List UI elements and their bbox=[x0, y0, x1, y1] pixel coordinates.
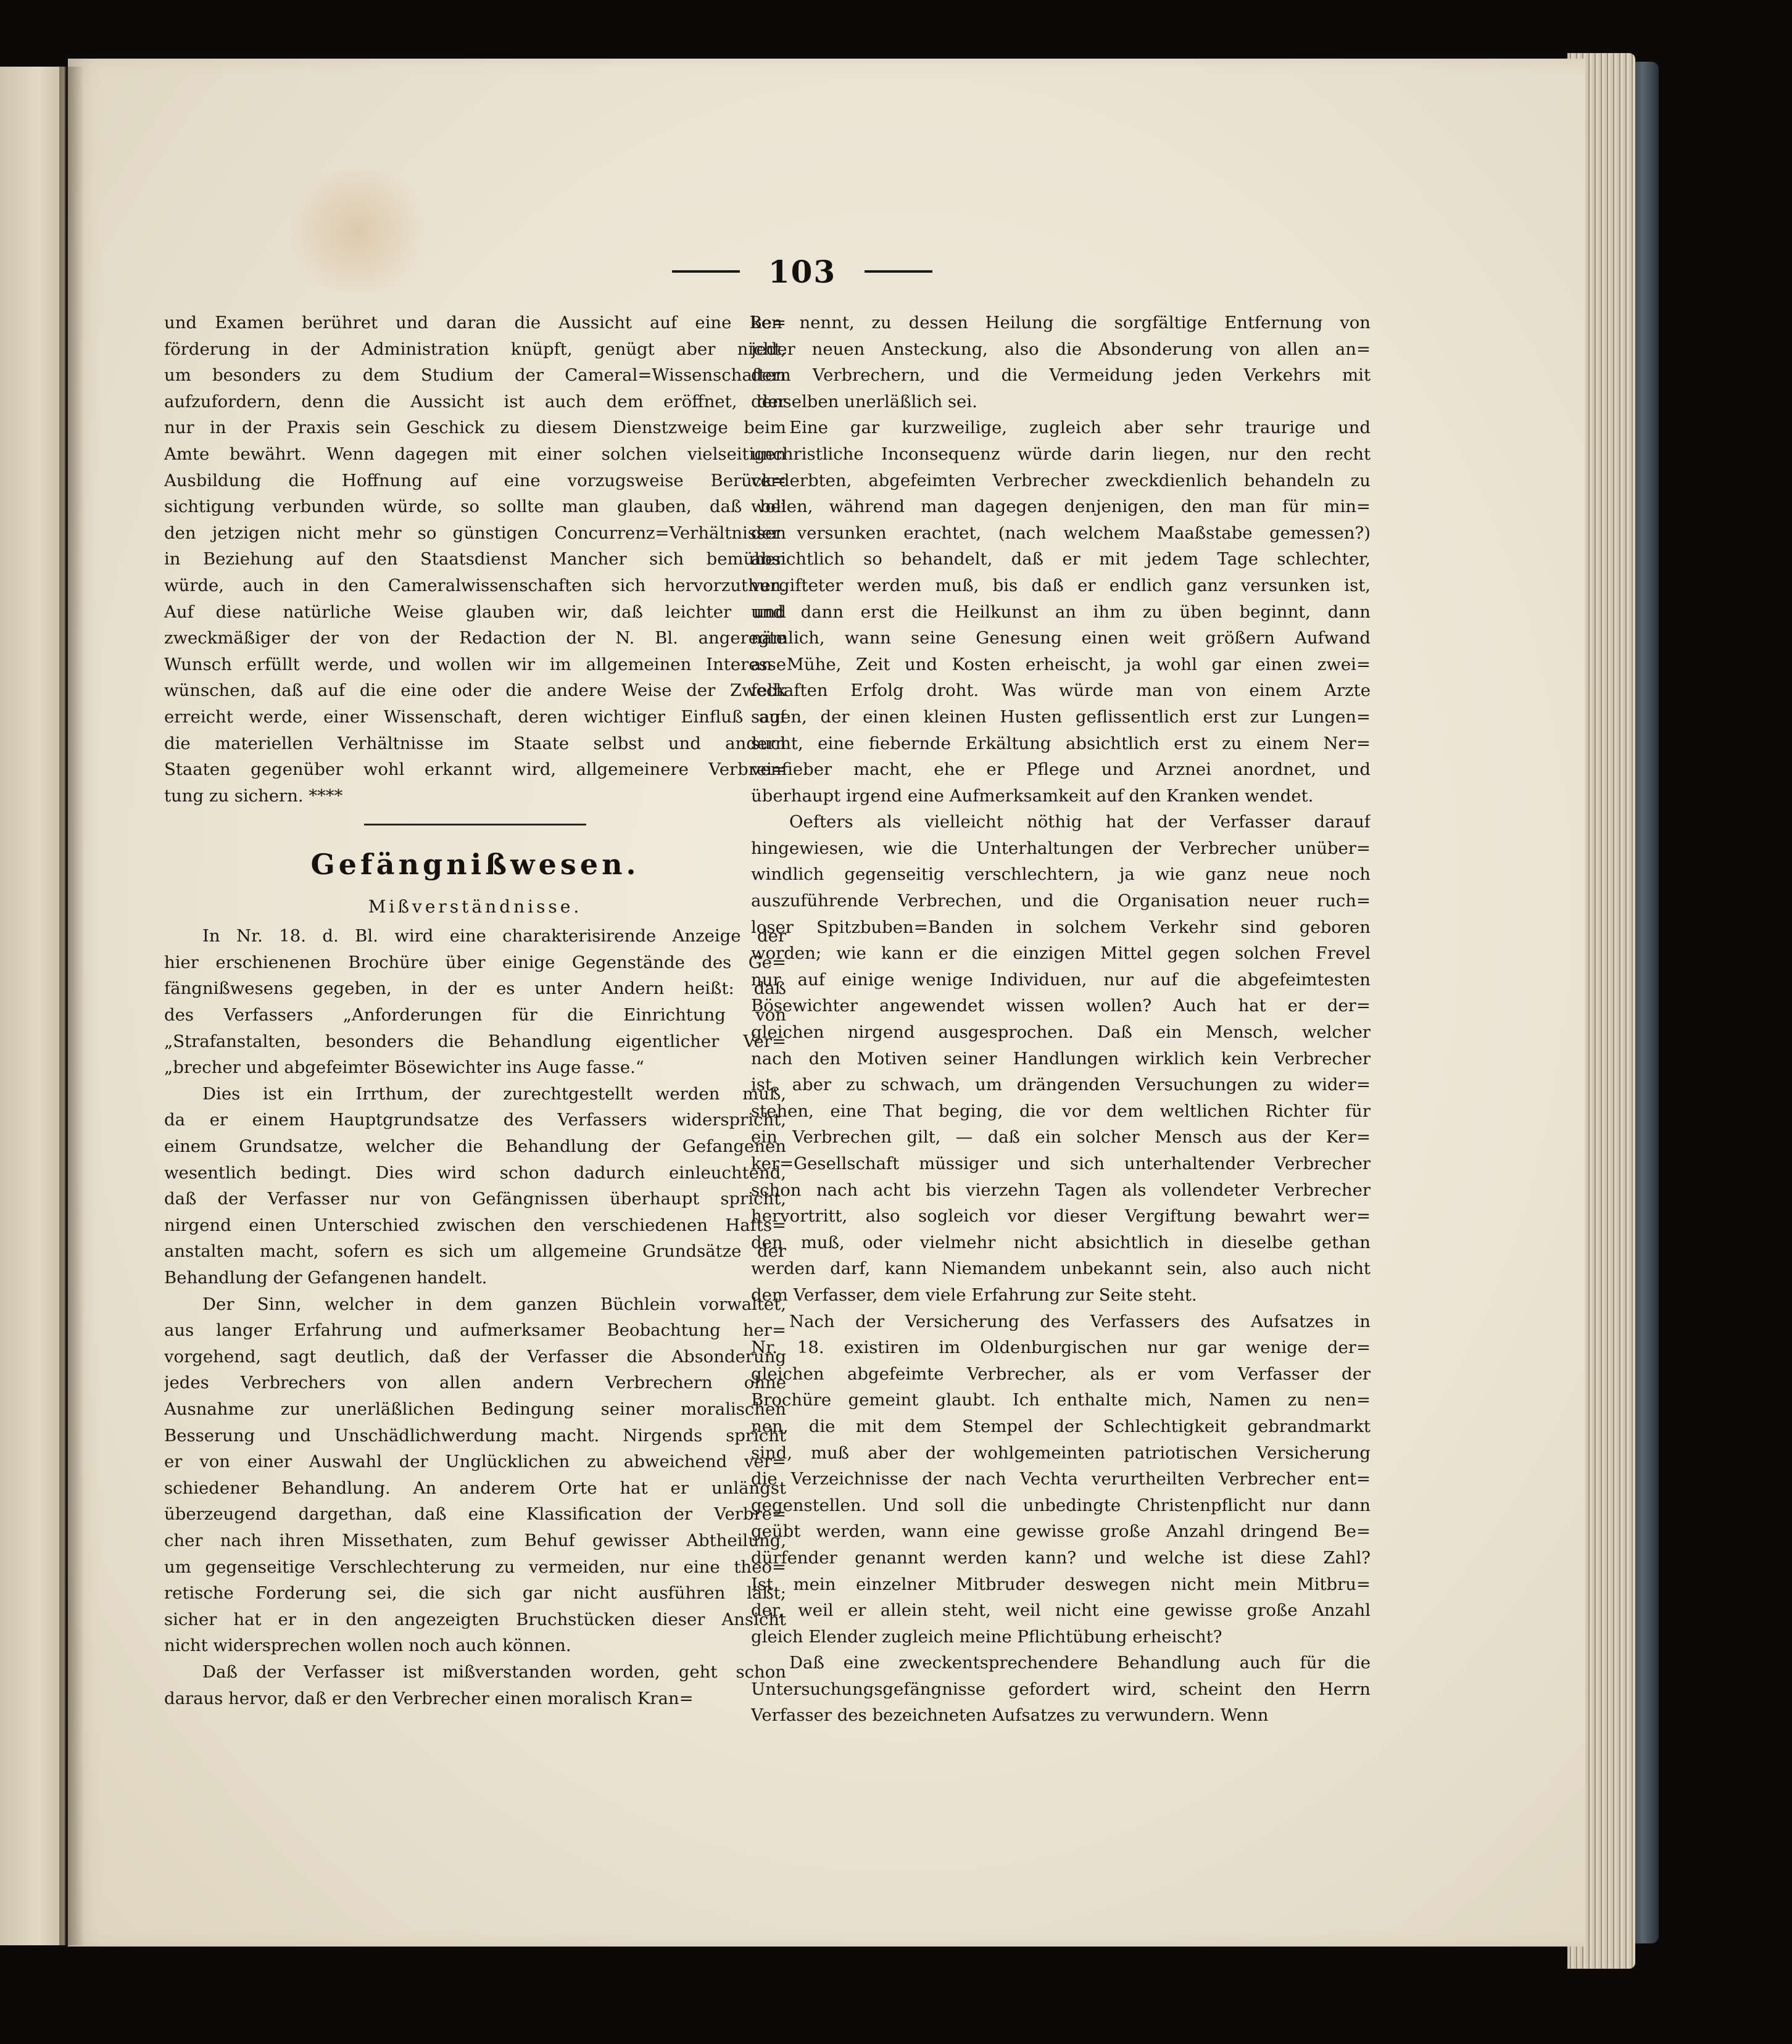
text-line: des Verfassers „Anforderungen für die Einrichtung von bbox=[164, 1005, 786, 1025]
text-line: sicher hat er in den angezeigten Bruchstücken dieser Ansicht bbox=[164, 1609, 786, 1629]
text-line: venfieber macht, ehe er Pflege und Arznei anordnet, und bbox=[751, 759, 1371, 780]
header-rule-right bbox=[865, 270, 932, 273]
text-line: cher nach ihren Missethaten, zum Behuf gewisser Abtheilung, bbox=[164, 1530, 786, 1550]
text-line: gleichen abgefeimte Verbrecher, als er vom Verfasser der bbox=[751, 1363, 1371, 1384]
text-line: Untersuchungsgefängnisse gefordert wird, scheint den Herrn bbox=[751, 1679, 1371, 1699]
text-line: jedes Verbrechers von allen andern Verbrechern ohne bbox=[164, 1373, 786, 1393]
text-line: nirgend einen Unterschied zwischen den verschiedenen Hafts= bbox=[164, 1215, 786, 1235]
text-line: loser Spitzbuben=Banden in solchem Verkehr sind geboren bbox=[751, 917, 1371, 937]
text-line: sichtigung verbunden würde, so sollte man glauben, daß bei bbox=[164, 497, 786, 517]
text-line: auszuführende Verbrechen, und die Organisation neuer ruch= bbox=[751, 891, 1371, 911]
paper-stain bbox=[278, 170, 438, 293]
text-line: Nach der Versicherung des Verfassers des Aufsatzes in bbox=[789, 1311, 1371, 1331]
text-line: Amte bewährt. Wenn dagegen mit einer solchen vielseitigen bbox=[164, 444, 786, 464]
text-line: die materiellen Verhältnisse im Staate selbst und andern bbox=[164, 733, 786, 753]
text-line: schon nach acht bis vierzehn Tagen als vollendeter Verbrecher bbox=[751, 1180, 1371, 1200]
text-line: gleich Elender zugleich meine Pflichtübung erheischt? bbox=[751, 1626, 1222, 1647]
text-line: überzeugend dargethan, daß eine Klassification der Verbre= bbox=[164, 1504, 786, 1525]
text-line: werden darf, kann Niemandem unbekannt sein, also auch nicht bbox=[751, 1259, 1371, 1279]
spine-shadow bbox=[59, 67, 84, 1945]
section-heading: Gefängnißwesen. bbox=[310, 848, 640, 882]
text-line: aufzufordern, denn die Aussicht ist auch dem eröffnet, der bbox=[164, 391, 786, 412]
text-line: Daß der Verfasser ist mißverstanden worden, geht schon bbox=[202, 1661, 786, 1682]
text-line: ker=Gesellschaft müssiger und sich unterhaltender Verbrecher bbox=[751, 1154, 1371, 1173]
page-number: 103 bbox=[768, 253, 837, 290]
text-line: den jetzigen nicht mehr so günstigen Concurrenz=Verhältnissen bbox=[164, 523, 786, 543]
text-line: Verfasser des bezeichneten Aufsatzes zu verwundern. Wenn bbox=[751, 1705, 1269, 1726]
header-rule-left bbox=[672, 270, 740, 273]
text-line: worden; wie kann er die einzigen Mittel gegen solchen Frevel bbox=[751, 943, 1371, 964]
text-line: dern Verbrechern, und die Vermeidung jeden Verkehrs mit bbox=[751, 365, 1371, 386]
text-line: Bösewichter angewendet wissen wollen? Auch hat er der= bbox=[751, 996, 1371, 1016]
text-line: „Strafanstalten, besonders die Behandlung eigentlicher Ver= bbox=[164, 1031, 786, 1051]
text-line: vorgehend, sagt deutlich, daß der Verfasser die Absonderung bbox=[164, 1346, 786, 1367]
text-line: überhaupt irgend eine Aufmerksamkeit auf den Kranken wendet. bbox=[751, 785, 1314, 806]
text-line: wesentlich bedingt. Dies wird schon dadurch einleuchtend, bbox=[164, 1162, 786, 1183]
text-line: hier erschienenen Brochüre über einige Gegenstände des Ge= bbox=[164, 952, 786, 972]
text-line: stehen, eine That beging, die vor dem weltlichen Richter für bbox=[751, 1101, 1371, 1121]
text-line: sind, muß aber der wohlgemeinten patriotischen Versicherung bbox=[751, 1442, 1371, 1463]
article-body-continued bbox=[751, 310, 1371, 1729]
text-line: aus langer Erfahrung und aufmerksamer Beobachtung her= bbox=[164, 1320, 786, 1341]
text-line: Dies ist ein Irrthum, der zurechtgestellt werden muß, bbox=[202, 1083, 786, 1104]
text-line: dem Verfasser, dem viele Erfahrung zur Seite steht. bbox=[751, 1285, 1197, 1305]
text-line: und Examen berühret und daran die Aussicht auf eine Be= bbox=[164, 313, 786, 333]
text-line: anstalten macht, sofern es sich um allgemeine Grundsätze der bbox=[164, 1241, 786, 1262]
text-line: daß der Verfasser nur von Gefängnissen überhaupt spricht, bbox=[164, 1189, 786, 1209]
text-line: hervortritt, also sogleich vor dieser Vergiftung bewahrt wer= bbox=[751, 1206, 1371, 1227]
text-line: der, weil er allein steht, weil nicht eine gewisse große Anzahl bbox=[751, 1600, 1371, 1621]
text-line: nen, die mit dem Stempel der Schlechtigkeit gebrandmarkt bbox=[751, 1416, 1371, 1436]
text-line: die Verzeichnisse der nach Vechta verurtheilten Verbrecher ent= bbox=[751, 1469, 1371, 1489]
text-line: jeder neuen Ansteckung, also die Absonderung von allen an= bbox=[751, 339, 1371, 359]
text-line: den muß, oder vielmehr nicht absichtlich in dieselbe gethan bbox=[751, 1232, 1371, 1252]
continued-article bbox=[164, 310, 786, 809]
text-line: ist, aber zu schwach, um drängenden Versuchungen zu wider= bbox=[751, 1075, 1371, 1095]
text-line: sucht, eine fiebernde Erkältung absichtlich erst zu einem Ner= bbox=[751, 733, 1371, 753]
text-line: förderung in der Administration knüpft, genügt aber nicht, bbox=[164, 339, 786, 359]
text-line: nicht widersprechen wollen noch auch können. bbox=[164, 1636, 571, 1656]
text-line: gleichen nirgend ausgesprochen. Daß ein Mensch, welcher bbox=[751, 1022, 1371, 1043]
text-line: denselben unerläßlich sei. bbox=[751, 391, 977, 412]
text-line: tung zu sichern. **** bbox=[164, 785, 343, 806]
text-line: er von einer Auswahl der Unglücklichen zu abweichend ver= bbox=[164, 1452, 786, 1472]
text-line: erreicht werde, einer Wissenschaft, deren wichtiger Einfluß auf bbox=[164, 706, 786, 727]
text-line: gegenstellen. Und soll die unbedingte Christenpflicht nur dann bbox=[751, 1495, 1371, 1515]
right-column bbox=[751, 310, 1375, 1729]
text-line: um besonders zu dem Studium der Cameral=Wissenschaften bbox=[164, 365, 786, 386]
text-line: einem Grundsatze, welcher die Behandlung der Gefangenen bbox=[164, 1136, 786, 1157]
text-line: fängnißwesens gegeben, in der es unter Andern heißt: daß bbox=[164, 979, 786, 999]
text-line: und dann erst die Heilkunst an ihm zu üben beginnt, dann bbox=[751, 602, 1371, 622]
text-line: retische Forderung sei, die sich gar nicht ausführen läßt; bbox=[164, 1583, 786, 1603]
page-header bbox=[642, 247, 963, 296]
text-line: „brecher und abgefeimter Bösewichter ins Auge fasse.“ bbox=[164, 1057, 644, 1078]
section-rule bbox=[364, 824, 586, 825]
text-line: unchristliche Inconsequenz würde darin liegen, nur den recht bbox=[751, 444, 1371, 464]
text-line: nach den Motiven seiner Handlungen wirklich kein Verbrecher bbox=[751, 1048, 1371, 1069]
text-line: Ausbildung die Hoffnung auf eine vorzugsweise Berück= bbox=[164, 470, 786, 490]
text-line: zweckmäßiger der von der Redaction der N. Bl. angeregte bbox=[164, 628, 786, 648]
facing-page-edge bbox=[0, 67, 65, 1945]
article-title: Mißverständnisse. bbox=[368, 896, 583, 917]
text-line: Auf diese natürliche Weise glauben wir, daß leichter und bbox=[164, 602, 786, 622]
text-line: dürfender genannt werden kann? und welche ist diese Zahl? bbox=[751, 1547, 1371, 1568]
text-line: vergifteter werden muß, bis daß er endlich ganz versunken ist, bbox=[751, 575, 1371, 595]
text-line: in Beziehung auf den Staatsdienst Mancher sich bemühen bbox=[164, 549, 786, 569]
left-column bbox=[164, 310, 786, 1711]
text-line: felhaften Erfolg droht. Was würde man von einem Arzte bbox=[751, 681, 1371, 701]
text-line: Nr. 18. existiren im Oldenburgischen nur gar wenige der= bbox=[751, 1338, 1371, 1358]
text-line: Wunsch erfüllt werde, und wollen wir im allgemeinen Interesse bbox=[164, 654, 786, 674]
text-line: schiedener Behandlung. An anderem Orte hat er unlängst bbox=[164, 1478, 786, 1498]
text-line: nur auf einige wenige Individuen, nur auf die abgefeimtesten bbox=[751, 969, 1371, 990]
text-line: Daß eine zweckentsprechendere Behandlung auch für die bbox=[789, 1653, 1371, 1673]
text-line: nämlich, wann seine Genesung einen weit größern Aufwand bbox=[751, 628, 1371, 648]
text-line: ein Verbrechen gilt, — daß ein solcher Mensch aus der Ker= bbox=[751, 1127, 1371, 1148]
text-line: Behandlung der Gefangenen handelt. bbox=[164, 1268, 487, 1288]
text-line: an Mühe, Zeit und Kosten erheischt, ja wohl gar einen zwei= bbox=[751, 654, 1371, 674]
text-line: wünschen, daß auf die eine oder die andere Weise der Zweck bbox=[164, 681, 786, 701]
text-line: würde, auch in den Cameralwissenschaften sich hervorzuthun. bbox=[164, 575, 786, 595]
text-line: Staaten gegenüber wohl erkannt wird, allgemeinere Verbrei= bbox=[164, 759, 786, 780]
text-line: Eine gar kurzweilige, zugleich aber sehr traurige und bbox=[789, 418, 1371, 438]
text-line: um gegenseitige Verschlechterung zu vermeiden, nur eine theo= bbox=[164, 1557, 786, 1577]
text-line: hingewiesen, wie die Unterhaltungen der Verbrecher unüber= bbox=[751, 838, 1371, 858]
article-body bbox=[164, 923, 786, 1711]
text-line: geübt werden, wann eine gewisse große Anzahl dringend Be= bbox=[751, 1521, 1371, 1542]
text-line: sagen, der einen kleinen Husten geflissentlich erst zur Lungen= bbox=[751, 706, 1371, 727]
text-line: da er einem Hauptgrundsatze des Verfassers widerspricht, bbox=[164, 1110, 786, 1130]
text-line: Ist mein einzelner Mitbruder deswegen nicht mein Mitbru= bbox=[751, 1574, 1371, 1594]
text-line: absichtlich so behandelt, daß er mit jedem Tage schlechter, bbox=[751, 549, 1371, 569]
text-line: Besserung und Unschädlichwerdung macht. Nirgends spricht bbox=[164, 1425, 786, 1446]
text-line: ken nennt, zu dessen Heilung die sorgfältige Entfernung von bbox=[751, 313, 1371, 333]
text-line: Oefters als vielleicht nöthig hat der Verfasser darauf bbox=[789, 812, 1371, 832]
text-line: Der Sinn, welcher in dem ganzen Büchlein vorwaltet, bbox=[202, 1294, 786, 1314]
text-line: Brochüre gemeint glaubt. Ich enthalte mich, Namen zu nen= bbox=[751, 1390, 1371, 1410]
text-line: Ausnahme zur unerläßlichen Bedingung seiner moralischen bbox=[164, 1399, 786, 1419]
text-line: In Nr. 18. d. Bl. wird eine charakterisirende Anzeige der bbox=[202, 926, 786, 946]
text-line: wollen, während man dagegen denjenigen, den man für min= bbox=[751, 497, 1371, 517]
text-line: daraus hervor, daß er den Verbrecher einen moralisch Kran= bbox=[164, 1688, 694, 1708]
text-line: verderbten, abgefeimten Verbrecher zweckdienlich behandeln zu bbox=[751, 470, 1371, 490]
text-line: windlich gegenseitig verschlechtern, ja wie ganz neue noch bbox=[751, 864, 1371, 885]
text-line: der versunken erachtet, (nach welchem Maaßstabe gemessen?) bbox=[751, 523, 1371, 543]
text-line: nur in der Praxis sein Geschick zu diesem Dienstzweige beim bbox=[164, 418, 786, 438]
